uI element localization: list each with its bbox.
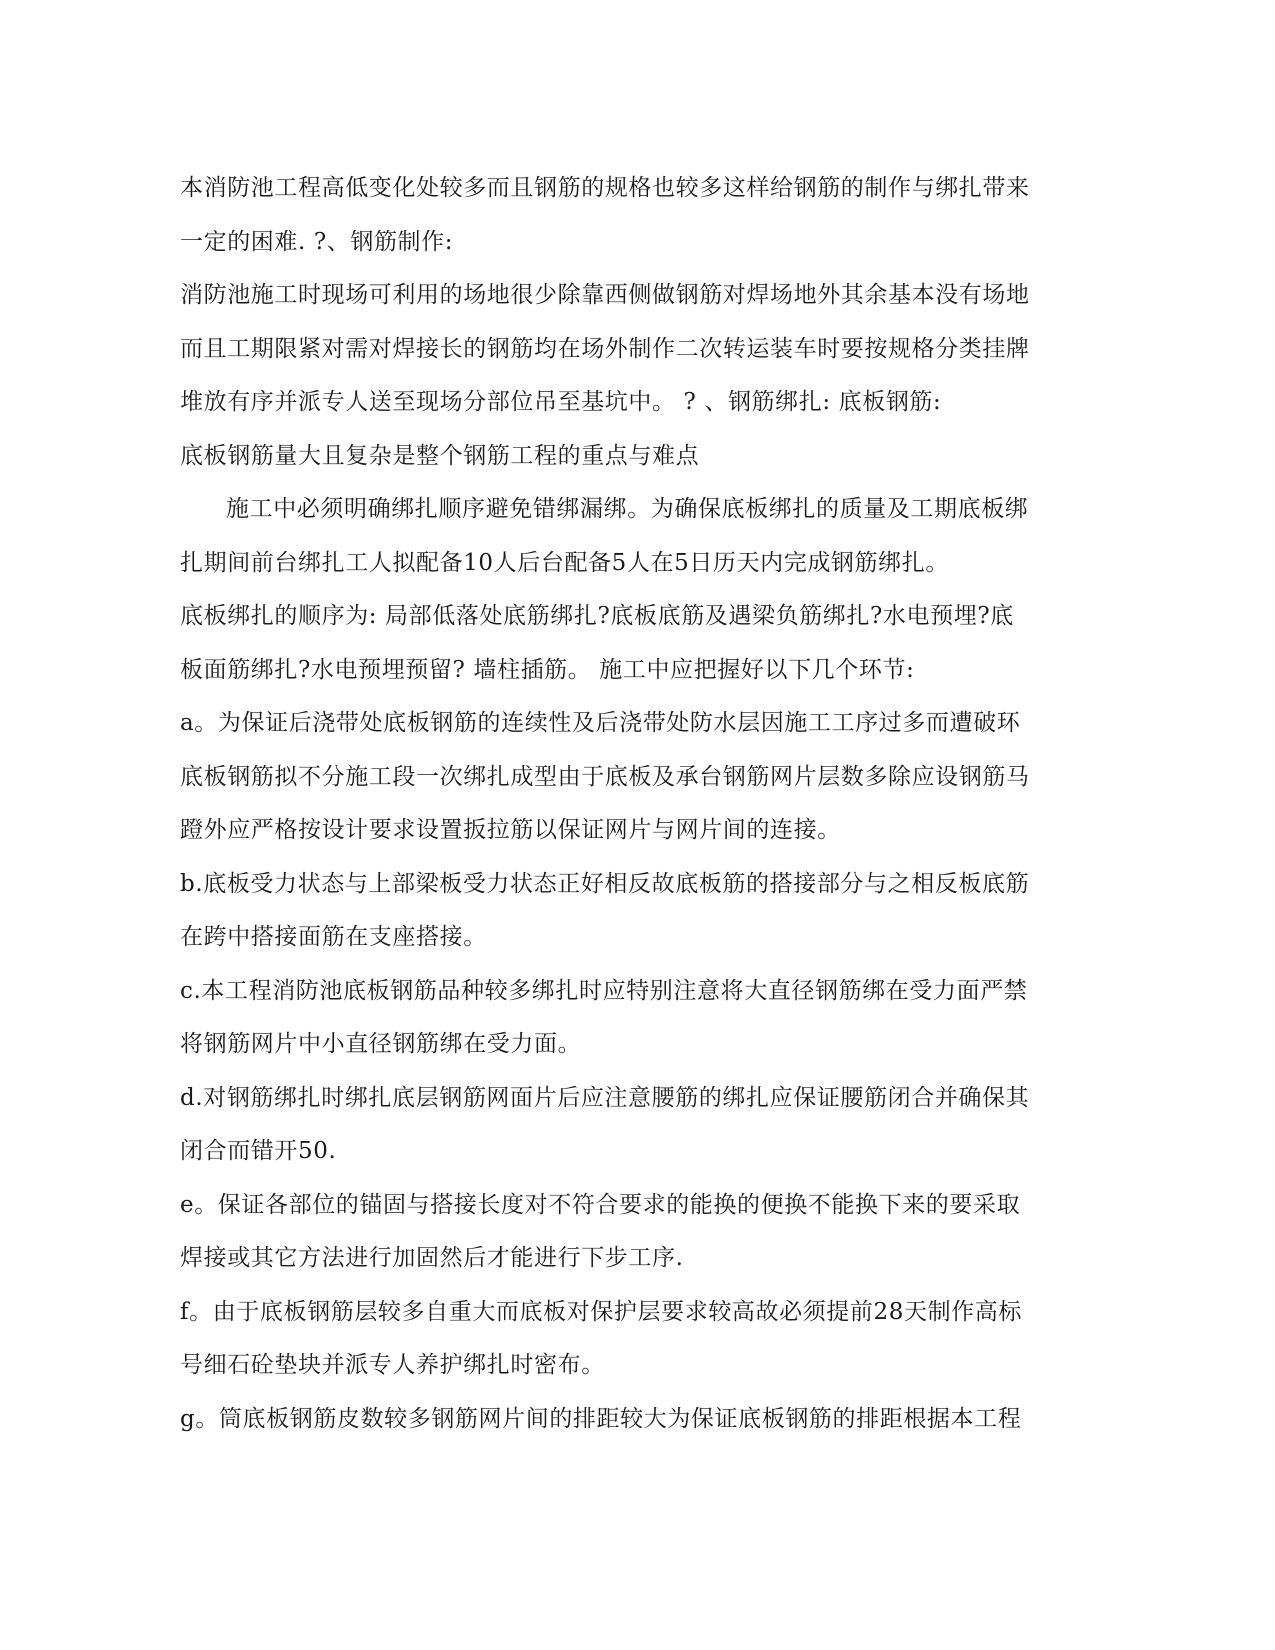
list-item-c: c.本工程消防池底板钢筋品种较多绑扎时应特别注意将大直径钢筋绑在受力面严禁 — [180, 977, 1028, 1004]
text-line: 焊接或其它方法进行加固然后才能进行下步工序. — [180, 1245, 684, 1271]
text-line: 消防池施工时现场可利用的场地很少除靠西侧做钢筋对焊场地外其余基本没有场地 — [180, 282, 1030, 308]
text-line: 闭合而错开50. — [180, 1138, 337, 1164]
list-item-b: b.底板受力状态与上部梁板受力状态正好相反故底板筋的搭接部分与之相反板底筋 — [180, 870, 1030, 897]
list-item-g: g。筒底板钢筋皮数较多钢筋网片间的排距较大为保证底板钢筋的排距根据本工程 — [180, 1405, 1022, 1432]
text-line: 将钢筋网片中小直径钢筋绑在受力面。 — [180, 1031, 582, 1057]
text-line: 扎期间前台绑扎工人拟配备10人后台配备5人在5日历天内完成钢筋绑扎。 — [180, 549, 949, 576]
text-line: 蹬外应严格按设计要求设置扳拉筋以保证网片与网片间的连接。 — [180, 817, 841, 843]
text-line: 底板绑扎的顺序为: 局部低落处底筋绑扎?底板底筋及遇梁负筋绑扎?水电预埋?底 — [180, 603, 1014, 629]
list-item-d: d.对钢筋绑扎时绑扎底层钢筋网面片后应注意腰筋的绑扎应保证腰筋闭合并确保其 — [180, 1084, 1030, 1111]
text-line: 板面筋绑扎?水电预埋预留? 墙柱插筋。 施工中应把握好以下几个环节: — [180, 656, 915, 683]
text-line: 施工中必须明确绑扎顺序避免错绑漏绑。为确保底板绑扎的质量及工期底板绑 — [226, 496, 1029, 522]
list-item-e: e。保证各部位的锚固与搭接长度对不符合要求的能换的便换不能换下来的要采取 — [180, 1191, 1021, 1218]
text-line: 底板钢筋量大且复杂是整个钢筋工程的重点与难点 — [180, 442, 700, 469]
text-line: 一定的困难. ?、钢筋制作: — [180, 228, 454, 255]
text-line: 而且工期限紧对需对焊接长的钢筋均在场外制作二次转运装车时要按规格分类挂牌 — [180, 335, 1030, 362]
text-line: 本消防池工程高低变化处较多而且钢筋的规格也较多这样给钢筋的制作与绑扎带来 — [180, 175, 1030, 201]
list-item-f: f。由于底板钢筋层较多自重大而底板对保护层要求较高故必须提前28天制作高标 — [180, 1298, 1022, 1325]
text-line: 在跨中搭接面筋在支座搭接。 — [180, 924, 487, 950]
text-line: 底板钢筋拟不分施工段一次绑扎成型由于底板及承台钢筋网片层数多除应设钢筋马 — [180, 763, 1030, 790]
document-body — [180, 162, 1085, 1446]
list-item-a: a。为保证后浇带处底板钢筋的连续性及后浇带处防水层因施工工序过多而遭破环 — [180, 710, 1021, 736]
text-line: 堆放有序并派专人送至现场分部位吊至基坑中。 ? 、钢筋绑扎: 底板钢筋: — [180, 389, 942, 415]
text-line: 号细石砼垫块并派专人养护绑扎时密布。 — [180, 1352, 605, 1378]
